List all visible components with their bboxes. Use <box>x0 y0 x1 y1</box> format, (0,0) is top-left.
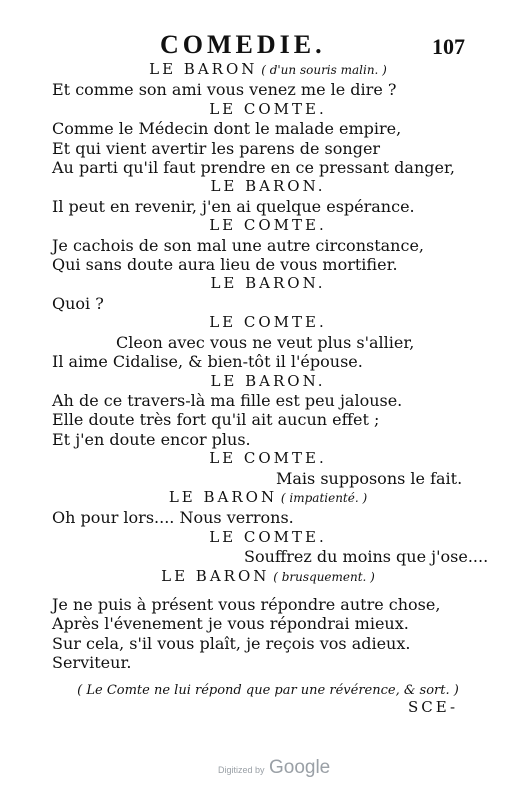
speaker-stage-note: ( d'un souris malin. ) <box>257 63 387 77</box>
speaker-name: LE BARON <box>149 60 258 78</box>
verse-line: Souffrez du moins que j'ose.... <box>244 547 489 567</box>
dialogue-text <box>48 60 488 698</box>
watermark-prefix: Digitized by <box>218 765 265 775</box>
verse-line: Quoi ? <box>52 293 104 313</box>
speaker-name: LE COMTE. <box>209 527 327 546</box>
verse-line: Qui sans doute aura lieu de vous mortifier. <box>52 255 398 275</box>
speaker-heading <box>48 60 488 80</box>
verse-line: Au parti qu'il faut prendre en ce pressant danger, <box>52 158 455 178</box>
page-header <box>0 30 531 64</box>
speaker-heading <box>48 313 488 332</box>
catchword: SCE- <box>408 698 459 716</box>
digitization-watermark <box>218 757 330 779</box>
speaker-heading <box>48 216 488 235</box>
verse-line: Oh pour lors.... Nous verrons. <box>52 508 294 528</box>
speaker-name: LE BARON. <box>210 371 326 390</box>
speaker-name: LE COMTE. <box>209 313 327 332</box>
verse-line: Serviteur. <box>52 653 132 673</box>
verse-line: Sur cela, s'il vous plaît, je reçois vos adieux. <box>52 633 411 653</box>
speaker-heading <box>48 177 488 196</box>
speaker-heading <box>48 274 488 293</box>
speaker-name: LE BARON. <box>210 274 326 293</box>
verse-line: Cleon avec vous ne veut plus s'allier, <box>116 332 415 352</box>
speaker-heading <box>48 488 488 508</box>
speaker-stage-note: ( brusquement. ) <box>269 569 375 584</box>
stage-direction: ( Le Comte ne lui répond que par une révérence, & sort. ) <box>77 682 459 698</box>
speaker-name: LE BARON <box>168 487 278 506</box>
verse-line: Mais supposons le fait. <box>276 468 463 488</box>
verse-line: Comme le Médecin dont le malade empire, <box>52 119 402 139</box>
watermark-brand: Google <box>268 757 331 778</box>
speaker-heading <box>48 449 488 468</box>
verse-line: Ah de ce travers-là ma fille est peu jalouse. <box>52 390 403 410</box>
speaker-heading <box>48 100 488 119</box>
verse-line: Je ne puis à présent vous répondre autre chose, <box>52 594 441 614</box>
speaker-stage-note: ( impatienté. ) <box>277 490 368 505</box>
speaker-name: LE BARON <box>161 566 270 585</box>
page-number: 107 <box>432 34 465 59</box>
speaker-name: LE COMTE. <box>209 449 327 468</box>
speaker-heading <box>48 372 488 391</box>
verse-line: Il peut en revenir, j'en ai quelque espérance. <box>52 196 415 216</box>
verse-line: Et comme son ami vous venez me le dire ? <box>52 80 397 100</box>
verse-line: Elle doute très fort qu'il ait aucun effet ; <box>52 410 380 430</box>
verse-line: Et qui vient avertir les parens de songer <box>52 138 381 158</box>
verse-line: Et j'en doute encor plus. <box>52 429 251 449</box>
speaker-name: LE COMTE. <box>209 216 327 235</box>
verse-line: Il aime Cidalise, & bien-tôt il l'épouse. <box>52 352 363 372</box>
speaker-heading <box>48 528 488 547</box>
verse-line: Après l'évenement je vous répondrai mieux. <box>52 614 409 634</box>
running-title: COMEDIE. <box>160 30 326 59</box>
verse-line: Je cachois de son mal une autre circonstance, <box>52 235 424 255</box>
speaker-name: LE BARON. <box>210 177 326 196</box>
speaker-name: LE COMTE. <box>209 99 327 118</box>
speaker-heading <box>48 567 488 587</box>
line-gap <box>48 587 488 595</box>
